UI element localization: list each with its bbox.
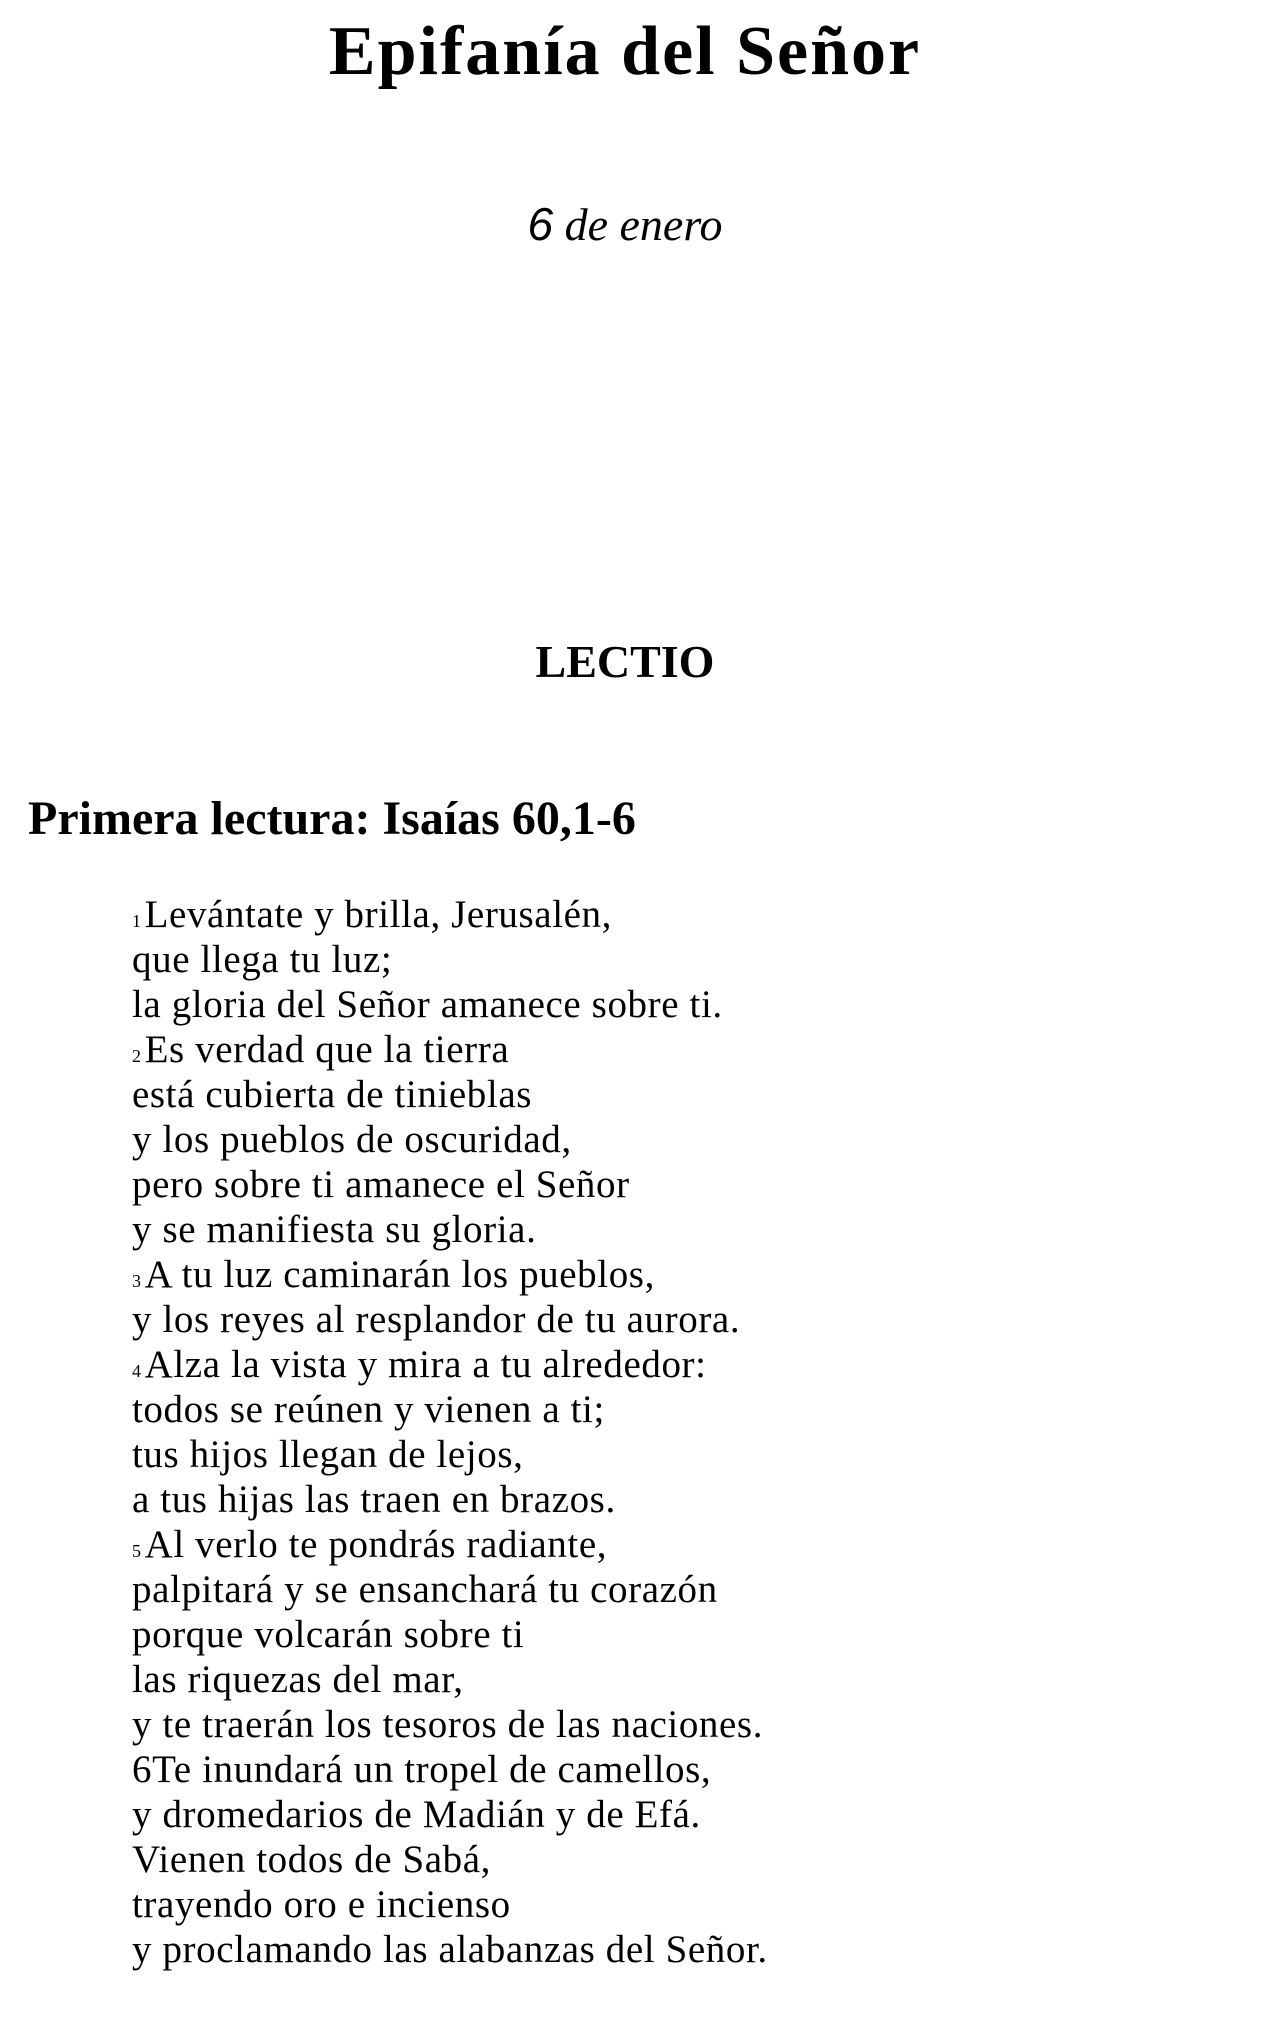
verse-text: palpitará y se ensanchará tu corazón [132,1568,718,1611]
verse-line [132,1072,768,1117]
date-number: 6 [527,198,554,250]
verse-line [132,1432,768,1477]
verse-line [132,1747,768,1792]
verse-line [132,1657,768,1702]
page-title: Epifanía del Señor [328,13,922,90]
verse-number: 4 [132,1361,142,1381]
verse-line [132,1027,768,1072]
verse-text: porque volcarán sobre ti [132,1613,525,1656]
verse-text: y te traerán los tesoros de las naciones. [132,1703,764,1746]
verse-text: tus hijos llegan de lejos, [132,1433,524,1476]
verse-line [132,1927,768,1972]
verse-text: Al verlo te pondrás radiante, [144,1523,608,1566]
verse-line [132,1207,768,1252]
verse-line [132,1522,768,1567]
verse-line [132,1792,768,1837]
verse-text: que llega tu luz; [132,938,393,981]
verse-text: Levántate y brilla, Jerusalén, [144,893,613,936]
verse-number: 6 [132,1748,153,1791]
verse-number: 2 [132,1046,142,1066]
verse-text: Es verdad que la tierra [144,1028,510,1071]
verse-line [132,1297,768,1342]
verse-line [132,1702,768,1747]
verse-list [132,892,768,1972]
verse-text: Alza la vista y mira a tu alrededor: [144,1343,707,1386]
verse-line [132,1342,768,1387]
verse-text: y los reyes al resplandor de tu aurora. [132,1298,741,1341]
verse-text: y dromedarios de Madián y de Efá. [132,1793,701,1836]
verse-text: trayendo oro e incienso [132,1883,511,1926]
verse-text: pero sobre ti amanece el Señor [132,1163,630,1206]
feast-date [0,196,1250,253]
verse-number: 5 [132,1541,142,1561]
verse-line [132,1567,768,1612]
date-month: de enero [553,199,723,250]
verse-line [132,1387,768,1432]
verse-line [132,1612,768,1657]
verse-line [132,1837,768,1882]
verse-text: la gloria del Señor amanece sobre ti. [132,983,723,1026]
verse-line [132,1162,768,1207]
verse-text: todos se reúnen y vienen a ti; [132,1388,605,1431]
verse-line [132,1882,768,1927]
section-heading: LECTIO [535,636,715,687]
verse-line [132,937,768,982]
verse-number: 1 [132,911,142,931]
verse-text: a tus hijas las traen en brazos. [132,1478,616,1521]
verse-line [132,892,768,937]
verse-text: A tu luz caminarán los pueblos, [144,1253,655,1296]
verse-text: las riquezas del mar, [132,1658,464,1701]
verse-line [132,982,768,1027]
verse-text: y se manifiesta su gloria. [132,1208,537,1251]
verse-text: está cubierta de tinieblas [132,1073,533,1116]
verse-line [132,1477,768,1522]
verse-text: y proclamando las alabanzas del Señor. [132,1928,768,1971]
verse-text: Vienen todos de Sabá, [132,1838,492,1881]
verse-number: 3 [132,1271,142,1291]
verse-text: y los pueblos de oscuridad, [132,1118,572,1161]
verse-line [132,1117,768,1162]
verse-line [132,1252,768,1297]
reading-title: Primera lectura: Isaías 60,1-6 [28,792,636,845]
verse-text: Te inundará un tropel de camellos, [152,1748,712,1791]
